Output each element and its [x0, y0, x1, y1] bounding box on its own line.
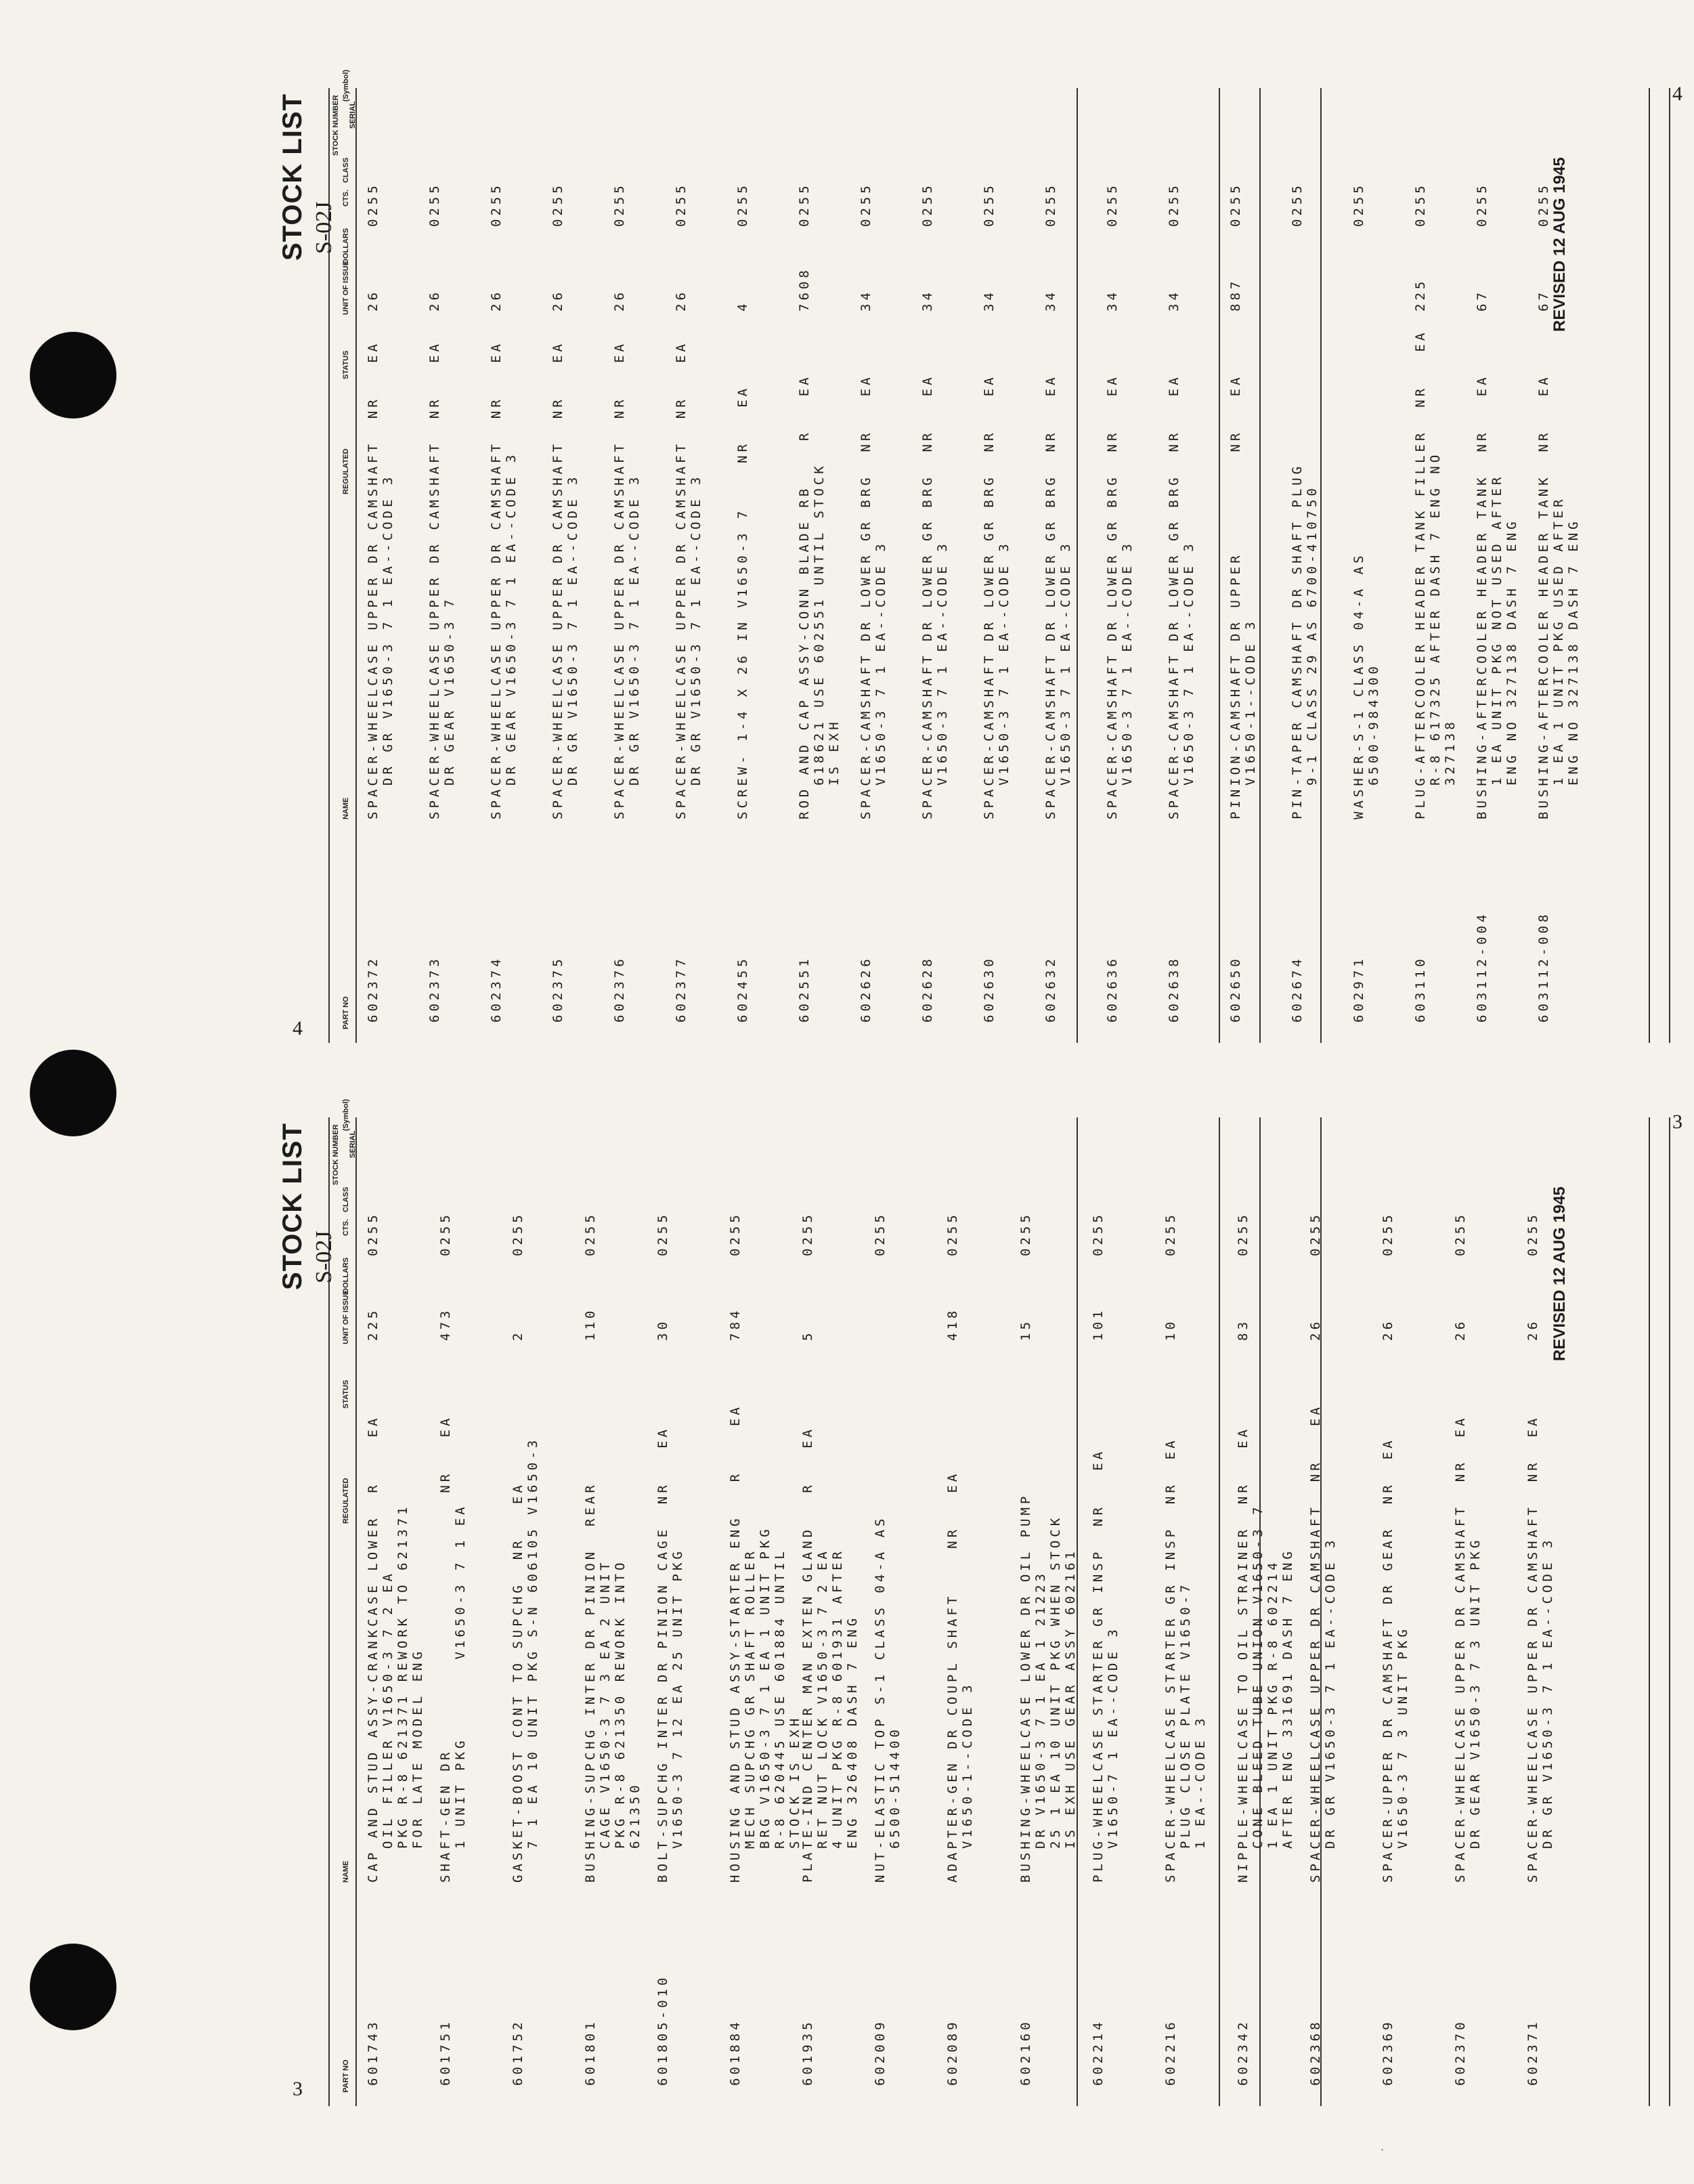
item-description-line: 7 1 EA 10 UNIT PKG S-N 606105 V1650-3	[525, 1436, 541, 1849]
class-code: 0255	[859, 182, 873, 227]
header-serial: SERIAL	[349, 101, 357, 129]
item-description-line: V1650-1--CODE 3	[960, 1682, 976, 1849]
item-description-line: BOLT-SUPCHG INTER DR PINION CAGE NR EA	[655, 1426, 671, 1883]
item-description-line: DR GEAR V1650-3 7 3 UNIT PKG	[1467, 1537, 1483, 1849]
item-description-line: DR GEAR V1650-3 7 1 EA--CODE 3	[504, 451, 519, 786]
item-description-line: BRG V1650-3 7 1 EA 1 UNIT PKG	[758, 1526, 773, 1849]
part-number: 602374	[489, 956, 504, 1023]
header-unit: UNIT OF ISSUE	[342, 1289, 350, 1344]
unit-cost: 26	[427, 289, 442, 312]
item-description-line: SPACER-CAMSHAFT DR LOWER GR BRG NR EA	[982, 374, 997, 819]
unit-cost: 887	[1228, 278, 1243, 312]
item-description-line: PKG R-8 621350 REWORK INTO	[613, 1559, 628, 1849]
unit-cost: 418	[945, 1307, 961, 1341]
item-description-line: SPACER-WHEELCASE UPPER DR CAMSHAFT NR EA	[427, 341, 442, 819]
part-number: 601743	[366, 2019, 381, 2086]
part-number: 602650	[1228, 956, 1243, 1023]
unit-cost: 34	[982, 289, 997, 312]
outer-right-border	[1669, 88, 1670, 1043]
binder-hole-middle	[30, 1050, 116, 1136]
class-code: 0255	[735, 182, 750, 227]
page-number-3-mid: 3	[1672, 1111, 1682, 1133]
class-column-rule	[1320, 88, 1322, 1043]
item-description-line: DR V1650-3 7 1 EA 1 21223	[1033, 1570, 1048, 1849]
item-description-line: SPACER-WHEELCASE UPPER DR CAMSHAFT NR EA	[1307, 1404, 1323, 1883]
unit-cost: 473	[438, 1307, 454, 1341]
item-description-line: 1 UNIT PKG V1650-3 7 1 EA	[453, 1503, 469, 1849]
item-description-line: NIPPLE-WHEELCASE TO OIL STRAINER NR EA	[1235, 1426, 1251, 1883]
item-description-line: V1650-3 7 1 EA--CODE 3	[873, 540, 888, 786]
class-code: 0255	[550, 182, 565, 227]
item-description-line: CAP AND STUD ASSY-CRANKCASE LOWER R EA	[366, 1415, 381, 1883]
page-number-4-mid: 4	[292, 1017, 303, 1040]
item-description-line: V1650-1--CODE 3	[1243, 618, 1258, 786]
class-code: 0255	[1167, 182, 1181, 227]
item-description-line: PLATE-IND CENTER MAN EXTEN GLAND R EA	[800, 1426, 816, 1883]
class-code: 0255	[797, 182, 812, 227]
header-symbol: (Symbol)	[342, 1098, 350, 1131]
part-number: 602630	[982, 956, 997, 1023]
item-description-line: PINION-CAMSHAFT DR UPPER NR EA	[1228, 374, 1243, 819]
class-code: 0255	[1290, 182, 1305, 227]
part-number: 603112-008	[1536, 911, 1551, 1023]
item-description-line: 327138	[1443, 719, 1458, 786]
item-description-line: STOCK IS EXH	[787, 1715, 803, 1849]
class-code: 0255	[920, 182, 935, 227]
item-description-line: CONE BLEED TUBE UNION V1650-3 7	[1250, 1503, 1265, 1849]
binder-hole-bottom	[30, 1944, 116, 2030]
class-code: 0255	[1307, 1212, 1323, 1256]
part-number: 601805-010	[655, 1974, 671, 2086]
unit-cost: 67	[1475, 289, 1490, 312]
header-status: STATUS	[342, 350, 350, 379]
unit-cost: 26	[674, 289, 689, 312]
class-code: 0255	[612, 182, 627, 227]
class-code: 0255	[655, 1212, 671, 1256]
item-description-line: AFTER ENG 331691 DASH 7 ENG	[1280, 1548, 1295, 1849]
header-dollars: DOLLARS	[342, 1257, 350, 1293]
item-description-line: SPACER-WHEELCASE UPPER DR CAMSHAFT NR EA	[489, 341, 504, 819]
part-number: 602377	[674, 956, 689, 1023]
unit-cost: 110	[583, 1307, 599, 1341]
class-code: 0255	[1351, 182, 1366, 227]
item-description-line: CAGE V1650-3 7 3 EA 2 UNIT	[598, 1559, 613, 1849]
item-description-line: SPACER-CAMSHAFT DR LOWER GR BRG NR EA	[1043, 374, 1058, 819]
class-code: 0255	[945, 1212, 961, 1256]
item-description-line: 618621 USE 602551 UNTIL STOCK	[812, 463, 827, 786]
item-description-line: 4 UNIT PKG R-8 601931 AFTER	[830, 1548, 846, 1849]
unit-cost: 26	[612, 289, 627, 312]
part-number: 602636	[1105, 956, 1120, 1023]
class-code: 0255	[1475, 182, 1490, 227]
class-code: 0255	[728, 1212, 743, 1256]
printer-mark: *	[1381, 2148, 1384, 2154]
class-code: 0255	[674, 182, 689, 227]
item-description-line: BUSHING-AFTERCOOLER HEADER TANK NR EA	[1475, 374, 1490, 819]
item-description-line: SPACER-WHEELCASE UPPER DR CAMSHAFT NR EA	[366, 341, 381, 819]
unit-cost: 784	[728, 1307, 743, 1341]
header-unit: UNIT OF ISSUE	[342, 260, 350, 315]
unit-cost: 67	[1536, 289, 1551, 312]
item-description-line: V1650-3 7 1 EA--CODE 3	[935, 540, 950, 786]
header-cts: CTS.	[342, 1218, 350, 1236]
header-name: NAME	[342, 797, 350, 819]
part-number: 602638	[1167, 956, 1181, 1023]
part-number: 602971	[1351, 956, 1366, 1023]
item-description-line: 1 EA 1 UNIT PKG USED AFTER	[1551, 496, 1566, 786]
page-subtitle: S-02J	[311, 201, 336, 254]
unit-cost: 26	[1452, 1319, 1468, 1341]
unit-cost: 4	[735, 300, 750, 312]
class-code: 0255	[1105, 182, 1120, 227]
unit-cost: 225	[366, 1307, 381, 1341]
class-code: 0255	[1163, 1212, 1178, 1256]
class-code: 0255	[800, 1212, 816, 1256]
class-code: 0255	[366, 1212, 381, 1256]
class-code: 0255	[583, 1212, 599, 1256]
outer-right-border	[1669, 1117, 1670, 2106]
item-description-line: DR GR V1650-3 7 1 EA--CODE 3	[1322, 1537, 1338, 1849]
part-number: 602342	[1235, 2019, 1251, 2086]
unit-cost: 7608	[797, 267, 812, 312]
part-number: 602628	[920, 956, 935, 1023]
item-description-line: RET NUT LOCK V1650-3 7 2 EA	[815, 1548, 831, 1849]
item-description-line: DR GR V1650-3 7 1 EA--CODE 3	[1540, 1537, 1555, 1849]
item-description-line: PLUG CLOSE PLATE V1650-7	[1177, 1581, 1193, 1849]
header-symbol: (Symbol)	[342, 69, 350, 102]
header-regulated: REGULATED	[342, 1478, 350, 1524]
unit-cost: 26	[1307, 1319, 1323, 1341]
unit-cost: 26	[489, 289, 504, 312]
item-description-line: DR GR V1650-3 7 1 EA--CODE 3	[381, 473, 395, 786]
class-code: 0255	[873, 1212, 888, 1256]
item-description-line: FOR LATE MODEL ENG	[410, 1648, 425, 1849]
part-number: 602370	[1452, 2019, 1468, 2086]
class-code: 0255	[1090, 1212, 1106, 1256]
item-description-line: DR GEAR V1650-3 7	[442, 596, 457, 786]
part-number: 602009	[873, 2019, 888, 2086]
cts-column-rule	[1219, 88, 1220, 1043]
revised-stamp: REVISED 12 AUG 1945	[1550, 1186, 1569, 1361]
header-stock-number: STOCK NUMBER	[332, 1124, 340, 1185]
unit-column-rule	[1077, 88, 1078, 1043]
item-description-line: SPACER-CAMSHAFT DR LOWER GR BRG NR EA	[920, 374, 935, 819]
part-number: 601884	[728, 2019, 743, 2086]
header-part-no: PART NO	[342, 996, 350, 1029]
header-cts: CTS.	[342, 189, 350, 207]
item-description-line: BUSHING-WHEELCASE LOWER DR OIL PUMP	[1018, 1493, 1033, 1883]
class-code: 0255	[1228, 182, 1243, 227]
item-description-line: 1 EA--CODE 3	[1192, 1715, 1208, 1849]
unit-cost: 34	[1167, 289, 1181, 312]
unit-cost: 83	[1235, 1319, 1251, 1341]
item-description-line: 25 1 EA 10 UNIT PKG WHEN STOCK	[1047, 1514, 1063, 1849]
unit-cost: 225	[1413, 278, 1428, 312]
item-description-line: V1650-3 7 1 EA--CODE 3	[1058, 540, 1073, 786]
stock-column-rule	[1649, 88, 1650, 1043]
item-description-line: BUSHING-AFTERCOOLER HEADER TANK NR EA	[1536, 374, 1551, 819]
unit-cost: 15	[1018, 1319, 1033, 1341]
part-number: 602371	[1525, 2019, 1540, 2086]
item-description-line: BUSHING-SUPCHG INTER DR PINION REAR	[583, 1482, 599, 1883]
item-description-line: SPACER-WHEELCASE UPPER DR CAMSHAFT NR EA	[674, 341, 689, 819]
part-number: 602674	[1290, 956, 1305, 1023]
part-number: 601801	[583, 2019, 599, 2086]
unit-cost: 26	[550, 289, 565, 312]
item-description-line: ENG NO 327138 DASH 7 ENG	[1566, 518, 1581, 786]
part-number: 602373	[427, 956, 442, 1023]
part-number: 602372	[366, 956, 381, 1023]
revised-stamp: REVISED 12 AUG 1945	[1550, 157, 1569, 332]
item-description-line: SPACER-WHEELCASE STARTER GR INSP NR EA	[1163, 1437, 1178, 1883]
item-description-line: 9-1 CLASS 29 AS 6700-410750	[1305, 485, 1320, 786]
item-description-line: MECH SUPCHG GR SHAFT ROLLER	[743, 1548, 758, 1849]
unit-cost: 5	[800, 1329, 816, 1341]
item-description-line: 6500-984300	[1366, 663, 1381, 786]
item-description-line: PKG R-8 621371 REWORK TO 621371	[395, 1503, 410, 1849]
item-description-line: PLUG-WHEELCASE STARTER GR INSP NR EA	[1090, 1448, 1106, 1883]
class-code: 0255	[489, 182, 504, 227]
part-number: 602632	[1043, 956, 1058, 1023]
item-description-line: SPACER-CAMSHAFT DR LOWER GR BRG NR EA	[1167, 374, 1181, 819]
part-number: 602160	[1018, 2019, 1033, 2086]
item-description-line: SPACER-UPPER DR CAMSHAFT DR GEAR NR EA	[1380, 1437, 1395, 1883]
class-code: 0255	[1043, 182, 1058, 227]
item-description-line: ENG NO 327138 DASH 7 ENG	[1504, 518, 1519, 786]
binder-hole-top	[30, 332, 116, 419]
item-description-line: NUT-ELASTIC TOP S-1 CLASS 04-A AS	[873, 1515, 888, 1883]
part-number: 601935	[800, 2019, 816, 2086]
cost-column-rule	[1259, 88, 1261, 1043]
item-description-line: HOUSING AND STUD ASSY-STARTER ENG R EA	[728, 1404, 743, 1883]
item-description-line: R-8 620445 USE 601884 UNTIL	[773, 1548, 788, 1849]
item-description-line: V1650-3 7 3 UNIT PKG	[1395, 1626, 1410, 1849]
item-description-line: SCREW- 1-4 X 26 IN V1650-3 7 NR EA	[735, 385, 750, 819]
part-number: 601751	[438, 2019, 454, 2086]
item-description-line: DR GR V1650-3 7 1 EA--CODE 3	[565, 473, 580, 786]
unit-cost: 34	[859, 289, 873, 312]
header-regulated: REGULATED	[342, 448, 350, 494]
part-number: 602216	[1163, 2019, 1178, 2086]
page-title: STOCK LIST	[278, 93, 307, 261]
part-number: 603110	[1413, 956, 1428, 1023]
header-stock-number: STOCK NUMBER	[332, 95, 340, 156]
class-code: 0255	[982, 182, 997, 227]
part-column-rule	[355, 1117, 357, 2106]
unit-cost: 26	[1525, 1319, 1540, 1341]
unit-cost: 10	[1163, 1319, 1178, 1341]
unit-cost: 30	[655, 1319, 671, 1341]
class-code: 0255	[1525, 1212, 1540, 1256]
class-code: 0255	[1536, 182, 1551, 227]
unit-cost: 26	[366, 289, 381, 312]
class-code: 0255	[1413, 182, 1428, 227]
stock-column-rule	[1649, 1117, 1650, 2106]
item-description-line: DR GR V1650-3 7 1 EA--CODE 3	[627, 473, 642, 786]
part-number: 602368	[1307, 2019, 1323, 2086]
unit-cost: 26	[1380, 1319, 1395, 1341]
page-number-3-bottom: 3	[292, 2078, 303, 2100]
unit-cost: 101	[1090, 1307, 1106, 1341]
class-code: 0255	[438, 1212, 454, 1256]
item-description-line: SPACER-WHEELCASE UPPER DR CAMSHAFT NR EA	[1525, 1415, 1540, 1883]
page-title: STOCK LIST	[278, 1122, 307, 1290]
class-code: 0255	[1452, 1212, 1468, 1256]
item-description-line: ENG 326408 DASH 7 ENG	[845, 1614, 861, 1849]
unit-cost: 34	[1043, 289, 1058, 312]
item-description-line: IS EXH	[827, 719, 842, 786]
part-number: 601752	[511, 2019, 526, 2086]
part-number: 602455	[735, 956, 750, 1023]
header-serial: SERIAL	[349, 1130, 357, 1158]
unit-cost: 2	[511, 1329, 526, 1341]
header-part-no: PART NO	[342, 2059, 350, 2093]
item-description-line: 621350	[628, 1782, 643, 1849]
item-description-line: OIL FILLER V1650-3 7 2 EA	[381, 1570, 395, 1849]
item-description-line: V1650-3 7 1 EA--CODE 3	[997, 540, 1012, 786]
header-dollars: DOLLARS	[342, 228, 350, 264]
item-description-line: DR GR V1650-3 7 1 EA--CODE 3	[689, 473, 703, 786]
part-number: 602214	[1090, 2019, 1106, 2086]
item-description-line: WASHER-S-1 CLASS 04-A AS	[1351, 552, 1366, 819]
part-number: 602375	[550, 956, 565, 1023]
part-column-rule	[355, 88, 357, 1043]
item-description-line: V1650-3 7 1 EA--CODE 3	[1120, 540, 1135, 786]
item-description-line: 1 EA 1 UNIT PKG R-8 602214	[1265, 1559, 1280, 1849]
page-subtitle: S-02J	[311, 1230, 336, 1283]
part-number: 603112-004	[1475, 911, 1490, 1023]
class-code: 0255	[1380, 1212, 1395, 1256]
class-code: 0255	[1235, 1212, 1251, 1256]
class-code: 0255	[511, 1212, 526, 1256]
part-number: 602369	[1380, 2019, 1395, 2086]
header-name: NAME	[342, 1860, 350, 1883]
unit-cost: 34	[920, 289, 935, 312]
item-description-line: R-8 617325 AFTER DASH 7 ENG NO	[1428, 451, 1443, 786]
part-number: 602626	[859, 956, 873, 1023]
item-description-line: PLUG-AFTERCOOLER HEADER TANK FILLER NR EA	[1413, 329, 1428, 819]
page-number-4-top: 4	[1672, 83, 1682, 105]
item-description-line: IS EXH USE GEAR ASSY 602161	[1062, 1548, 1078, 1849]
item-description-line: SPACER-CAMSHAFT DR LOWER GR BRG NR EA	[859, 374, 873, 819]
item-description-line: V1650-7 1 EA--CODE 3	[1105, 1626, 1121, 1849]
item-description-line: SPACER-WHEELCASE UPPER DR CAMSHAFT NR EA	[1452, 1415, 1468, 1883]
item-description-line: V1650-3 7 1 EA--CODE 3	[1181, 540, 1196, 786]
class-code: 0255	[1018, 1212, 1033, 1256]
item-description-line: PIN-TAPER CAMSHAFT DR SHAFT PLUG	[1290, 463, 1305, 819]
item-description-line: ADAPTER-GEN DR COUPL SHAFT NR EA	[945, 1470, 961, 1883]
item-description-line: ROD AND CAP ASSY-CONN BLADE RB R EA	[797, 374, 812, 819]
item-description-line: SHAFT-GEN DR NR EA	[438, 1415, 454, 1883]
part-number: 602376	[612, 956, 627, 1023]
item-description-line: 1 EA UNIT PKG NOT USED AFTER	[1490, 473, 1504, 786]
item-description-line: V1650-3 7 12 EA 25 UNIT PKG	[670, 1548, 686, 1849]
header-status: STATUS	[342, 1379, 350, 1409]
cts-column-rule	[1219, 1117, 1220, 2106]
header-class: CLASS	[342, 157, 350, 183]
item-description-line: SPACER-WHEELCASE UPPER DR CAMSHAFT NR EA	[612, 341, 627, 819]
header-class: CLASS	[342, 1186, 350, 1212]
class-code: 0255	[427, 182, 442, 227]
item-description-line: SPACER-CAMSHAFT DR LOWER GR BRG NR EA	[1105, 374, 1120, 819]
item-description-line: SPACER-WHEELCASE UPPER DR CAMSHAFT NR EA	[550, 341, 565, 819]
item-description-line: 6500-514400	[888, 1726, 903, 1849]
unit-cost: 34	[1105, 289, 1120, 312]
part-number: 602089	[945, 2019, 961, 2086]
part-number: 602551	[797, 956, 812, 1023]
item-description-line: GASKET-BOOST CONT TO SUPCHG NR EA	[511, 1482, 526, 1883]
class-code: 0255	[366, 182, 381, 227]
